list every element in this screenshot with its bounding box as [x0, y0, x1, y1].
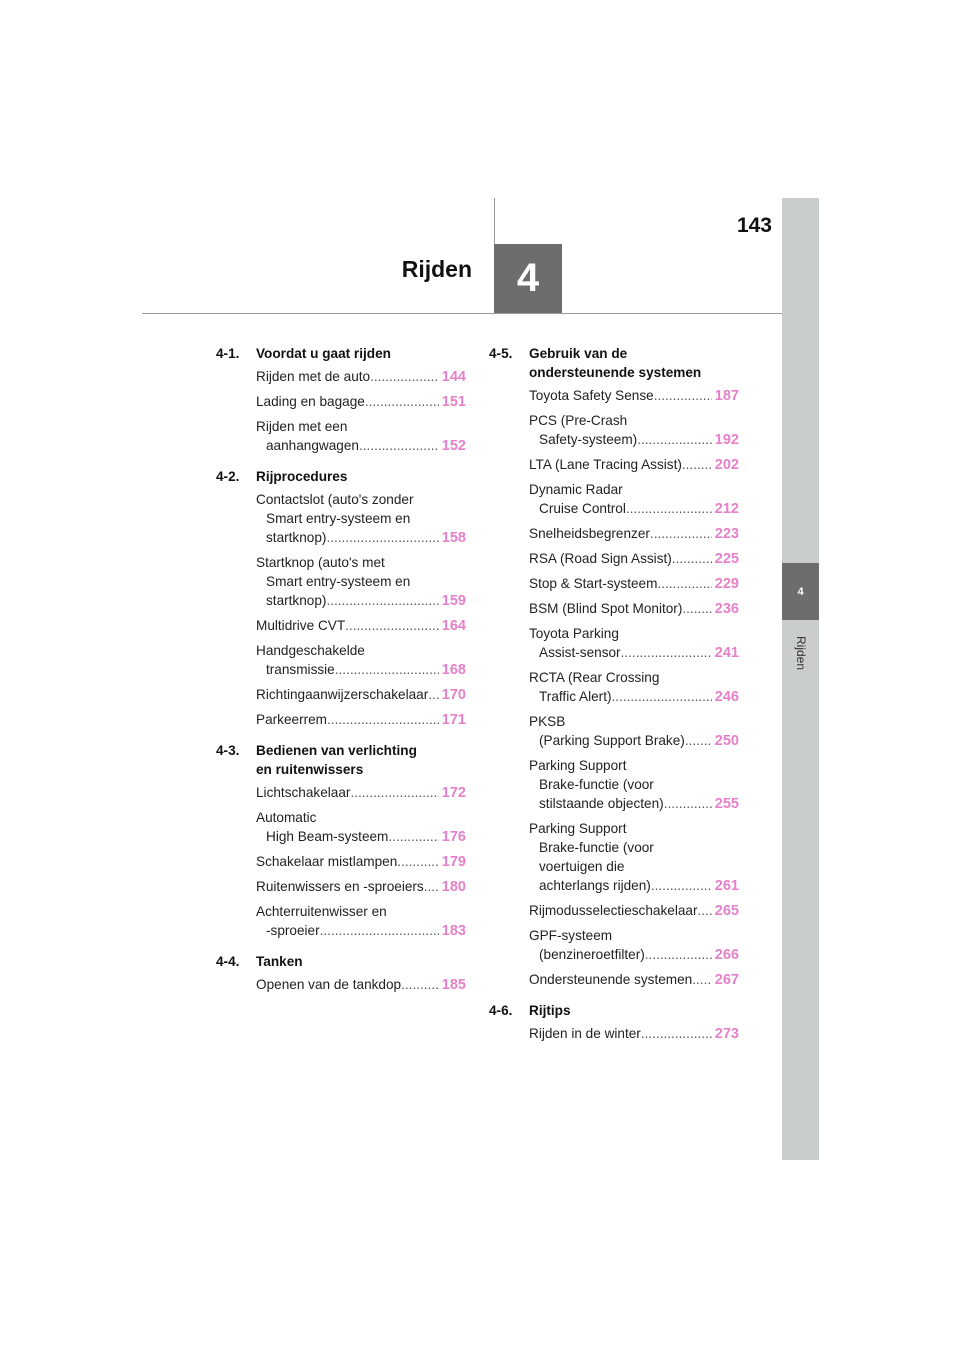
entry-last-line — [529, 901, 739, 921]
dot-leader — [692, 970, 712, 989]
entry-last-line — [529, 599, 739, 619]
dot-leader — [672, 549, 712, 568]
dot-leader — [626, 499, 712, 518]
dot-leader — [685, 731, 712, 750]
entry-text: Startknop (auto's met — [256, 555, 385, 570]
entry-last-line — [256, 921, 466, 941]
entry-text: (benzineroetfilter) — [539, 947, 645, 962]
dot-leader — [365, 392, 439, 411]
entry-last-line — [529, 386, 739, 406]
page-link[interactable]: 236 — [714, 601, 739, 617]
toc-left-column — [208, 344, 466, 1006]
dot-leader — [320, 921, 439, 940]
entry-text: Ruitenwissers en -sproeiers — [256, 879, 424, 894]
toc-entry[interactable] — [256, 417, 466, 456]
toc-entry[interactable] — [256, 553, 466, 611]
entry-text: Parking Support — [529, 758, 627, 773]
dot-leader — [645, 945, 712, 964]
header-vertical-divider — [494, 198, 495, 244]
entry-text: High Beam-systeem — [266, 829, 389, 844]
side-tab — [782, 198, 819, 1160]
page-link[interactable]: 170 — [441, 687, 466, 703]
entry-text: aanhangwagen — [266, 438, 359, 453]
toc-entry[interactable] — [529, 599, 739, 619]
page-link[interactable]: 179 — [441, 854, 466, 870]
entry-last-line — [529, 731, 739, 751]
entry-last-line — [529, 876, 739, 896]
dot-leader — [637, 430, 712, 449]
entry-last-line — [256, 392, 466, 412]
toc-entry[interactable] — [529, 524, 739, 544]
entry-text: RCTA (Rear Crossing — [529, 670, 660, 685]
toc-entry[interactable] — [529, 1024, 739, 1044]
page-link[interactable]: 250 — [714, 733, 739, 749]
page-link[interactable]: 164 — [441, 618, 466, 634]
dot-leader — [612, 687, 712, 706]
dot-leader — [682, 455, 712, 474]
dot-leader — [657, 574, 711, 593]
entry-text: Dynamic Radar — [529, 482, 623, 497]
toc-entry[interactable] — [256, 367, 466, 387]
toc-entry[interactable] — [529, 480, 739, 519]
entry-text: Snelheidsbegrenzer — [529, 526, 650, 541]
entry-text: Cruise Control — [539, 501, 626, 516]
entry-last-line — [256, 877, 466, 897]
entry-text: Assist-sensor — [539, 645, 621, 660]
entry-text: Achterruitenwisser en — [256, 904, 387, 919]
entry-last-line — [529, 643, 739, 663]
section-title: en ruitenwissers — [256, 762, 364, 777]
dot-leader — [682, 599, 711, 618]
dot-leader — [621, 643, 712, 662]
entry-text: Automatic — [256, 810, 317, 825]
dot-leader — [326, 528, 438, 547]
page-link[interactable]: 171 — [441, 712, 466, 728]
dot-leader — [345, 616, 439, 635]
side-tab-number: 4 — [782, 563, 819, 620]
section-title: Voordat u gaat rijden — [256, 346, 391, 361]
entry-last-line — [256, 528, 466, 548]
page-link[interactable]: 168 — [441, 662, 466, 678]
toc-entry[interactable] — [529, 455, 739, 475]
page-link[interactable]: 255 — [714, 796, 739, 812]
chapter-number-box: 4 — [494, 244, 562, 313]
toc-entry[interactable] — [256, 616, 466, 636]
page-link[interactable]: 192 — [714, 432, 739, 448]
toc-entry[interactable] — [256, 710, 466, 730]
toc-section — [208, 344, 466, 363]
entry-text: Parkeerrem — [256, 712, 328, 727]
section-title: Rijprocedures — [256, 469, 348, 484]
entry-last-line — [256, 827, 466, 847]
entry-text: Multidrive CVT — [256, 618, 346, 633]
entry-text: Openen van de tankdop — [256, 977, 402, 992]
page-link[interactable]: 229 — [714, 576, 739, 592]
toc-entry[interactable] — [256, 641, 466, 680]
page-link[interactable]: 152 — [441, 438, 466, 454]
section-gap — [208, 1000, 466, 1006]
entry-last-line — [256, 616, 466, 636]
entry-text: voertuigen die — [539, 859, 625, 874]
dot-leader — [327, 710, 439, 729]
dot-leader — [698, 901, 712, 920]
entry-last-line — [529, 970, 739, 990]
entry-last-line — [256, 591, 466, 611]
entry-text: startknop) — [266, 530, 327, 545]
page-link[interactable]: 212 — [714, 501, 739, 517]
toc-entry[interactable] — [529, 549, 739, 569]
entry-text: BSM (Blind Spot Monitor) — [529, 601, 683, 616]
section-title: ondersteunende systemen — [529, 365, 702, 380]
section-number: 4-4. — [216, 954, 240, 969]
toc-entry[interactable] — [529, 712, 739, 751]
page-link[interactable]: 223 — [714, 526, 739, 542]
dot-leader — [424, 877, 439, 896]
dot-leader — [335, 660, 439, 679]
toc-entry[interactable] — [529, 624, 739, 663]
section-title: Rijtips — [529, 1003, 571, 1018]
entry-text: RSA (Road Sign Assist) — [529, 551, 672, 566]
entry-last-line — [256, 685, 466, 705]
toc-entry[interactable] — [256, 877, 466, 897]
dot-leader — [650, 524, 712, 543]
header-horizontal-divider — [142, 313, 782, 314]
entry-text: -sproeier — [266, 923, 320, 938]
toc-entry[interactable] — [256, 902, 466, 941]
toc-entry[interactable] — [529, 819, 739, 896]
page-link[interactable]: 183 — [441, 923, 466, 939]
entry-text: stilstaande objecten) — [539, 796, 664, 811]
page-link[interactable]: 261 — [714, 878, 739, 894]
entry-text: startknop) — [266, 593, 327, 608]
toc-section — [481, 344, 739, 382]
dot-leader — [401, 975, 439, 994]
entry-last-line — [256, 783, 466, 803]
entry-last-line — [256, 710, 466, 730]
side-tab-label-text: Rijden — [793, 635, 808, 671]
toc-entry[interactable] — [529, 901, 739, 921]
dot-leader — [388, 827, 438, 846]
toc-entry[interactable] — [256, 975, 466, 995]
toc-section — [208, 952, 466, 971]
entry-last-line — [529, 455, 739, 475]
entry-last-line — [256, 975, 466, 995]
section-title: Tanken — [256, 954, 303, 969]
entry-text: Brake-functie (voor — [539, 777, 654, 792]
section-title: Bedienen van verlichting — [256, 743, 417, 758]
entry-last-line — [256, 436, 466, 456]
entry-last-line — [529, 549, 739, 569]
toc-entry[interactable] — [256, 808, 466, 847]
entry-last-line — [529, 794, 739, 814]
page-link[interactable]: 241 — [714, 645, 739, 661]
entry-text: Richtingaanwijzerschakelaar — [256, 687, 429, 702]
page-number: 143 — [736, 214, 772, 237]
entry-text: Smart entry-systeem en — [266, 511, 411, 526]
entry-text: Traffic Alert) — [539, 689, 612, 704]
entry-last-line — [529, 524, 739, 544]
entry-text: Rijmodusselectieschakelaar — [529, 903, 698, 918]
entry-text: Rijden met de auto — [256, 369, 371, 384]
dot-leader — [641, 1024, 712, 1043]
dot-leader — [359, 436, 439, 455]
toc-entry[interactable] — [256, 392, 466, 412]
entry-text: LTA (Lane Tracing Assist) — [529, 457, 682, 472]
entry-text: Rijden met een — [256, 419, 348, 434]
toc-entry[interactable] — [529, 574, 739, 594]
section-gap — [481, 1049, 739, 1055]
section-number: 4-6. — [489, 1003, 513, 1018]
page-link[interactable]: 176 — [441, 829, 466, 845]
page-link[interactable]: 144 — [441, 369, 466, 385]
entry-text: PKSB — [529, 714, 566, 729]
toc-entry[interactable] — [529, 668, 739, 707]
page-link[interactable]: 267 — [714, 972, 739, 988]
entry-text: Lading en bagage — [256, 394, 365, 409]
entry-text: GPF-systeem — [529, 928, 613, 943]
page-link[interactable]: 273 — [714, 1026, 739, 1042]
toc-entry[interactable] — [256, 852, 466, 872]
entry-text: Stop & Start-systeem — [529, 576, 658, 591]
entry-last-line — [256, 660, 466, 680]
page-link[interactable]: 246 — [714, 689, 739, 705]
dot-leader — [326, 591, 438, 610]
dot-leader — [370, 367, 439, 386]
entry-text: Smart entry-systeem en — [266, 574, 411, 589]
page-link[interactable]: 225 — [714, 551, 739, 567]
page-link[interactable]: 266 — [714, 947, 739, 963]
entry-text: Parking Support — [529, 821, 627, 836]
toc-entry[interactable] — [256, 490, 466, 548]
toc-entry[interactable] — [529, 756, 739, 814]
toc-entry[interactable] — [256, 783, 466, 803]
side-tab-label — [782, 628, 819, 678]
entry-text: Handgeschakelde — [256, 643, 365, 658]
page-link[interactable]: 151 — [441, 394, 466, 410]
entry-text: Rijden in de winter — [529, 1026, 641, 1041]
chapter-title: Rijden — [401, 256, 472, 282]
entry-text: Safety-systeem) — [539, 432, 638, 447]
entry-text: (Parking Support Brake) — [539, 733, 685, 748]
toc-entry[interactable] — [256, 685, 466, 705]
dot-leader — [428, 685, 439, 704]
entry-last-line — [529, 499, 739, 519]
dot-leader — [651, 876, 712, 895]
entry-last-line — [529, 687, 739, 707]
page-link[interactable]: 187 — [714, 388, 739, 404]
page-link[interactable]: 172 — [441, 785, 466, 801]
page-link[interactable]: 180 — [441, 879, 466, 895]
entry-text: Contactslot (auto's zonder — [256, 492, 414, 507]
page-link[interactable]: 202 — [714, 457, 739, 473]
page-link[interactable]: 185 — [441, 977, 466, 993]
entry-text: Brake-functie (voor — [539, 840, 654, 855]
toc-entry[interactable] — [529, 386, 739, 406]
entry-last-line — [529, 430, 739, 450]
page-link[interactable]: 159 — [441, 593, 466, 609]
entry-text: Toyota Parking — [529, 626, 619, 641]
entry-last-line — [529, 574, 739, 594]
entry-text: transmissie — [266, 662, 335, 677]
toc-section — [481, 1001, 739, 1020]
entry-text: achterlangs rijden) — [539, 878, 651, 893]
toc-entry[interactable] — [529, 411, 739, 450]
entry-text: PCS (Pre-Crash — [529, 413, 628, 428]
toc-entry[interactable] — [529, 926, 739, 965]
entry-text: Schakelaar mistlampen — [256, 854, 398, 869]
dot-leader — [654, 386, 712, 405]
entry-last-line — [256, 367, 466, 387]
page-link[interactable]: 265 — [714, 903, 739, 919]
entry-text: Ondersteunende systemen — [529, 972, 693, 987]
toc-right-column — [481, 344, 739, 1055]
entry-last-line — [256, 852, 466, 872]
dot-leader — [664, 794, 712, 813]
toc-section — [208, 741, 466, 779]
section-number: 4-1. — [216, 346, 240, 361]
toc-entry[interactable] — [529, 970, 739, 990]
dot-leader — [397, 852, 439, 871]
entry-text: Lichtschakelaar — [256, 785, 351, 800]
entry-last-line — [529, 1024, 739, 1044]
section-number: 4-2. — [216, 469, 240, 484]
dot-leader — [350, 783, 438, 802]
section-title: Gebruik van de — [529, 346, 628, 361]
toc-section — [208, 467, 466, 486]
entry-last-line — [529, 945, 739, 965]
page-link[interactable]: 158 — [441, 530, 466, 546]
section-number: 4-3. — [216, 743, 240, 758]
entry-text: Toyota Safety Sense — [529, 388, 654, 403]
section-number: 4-5. — [489, 346, 513, 361]
